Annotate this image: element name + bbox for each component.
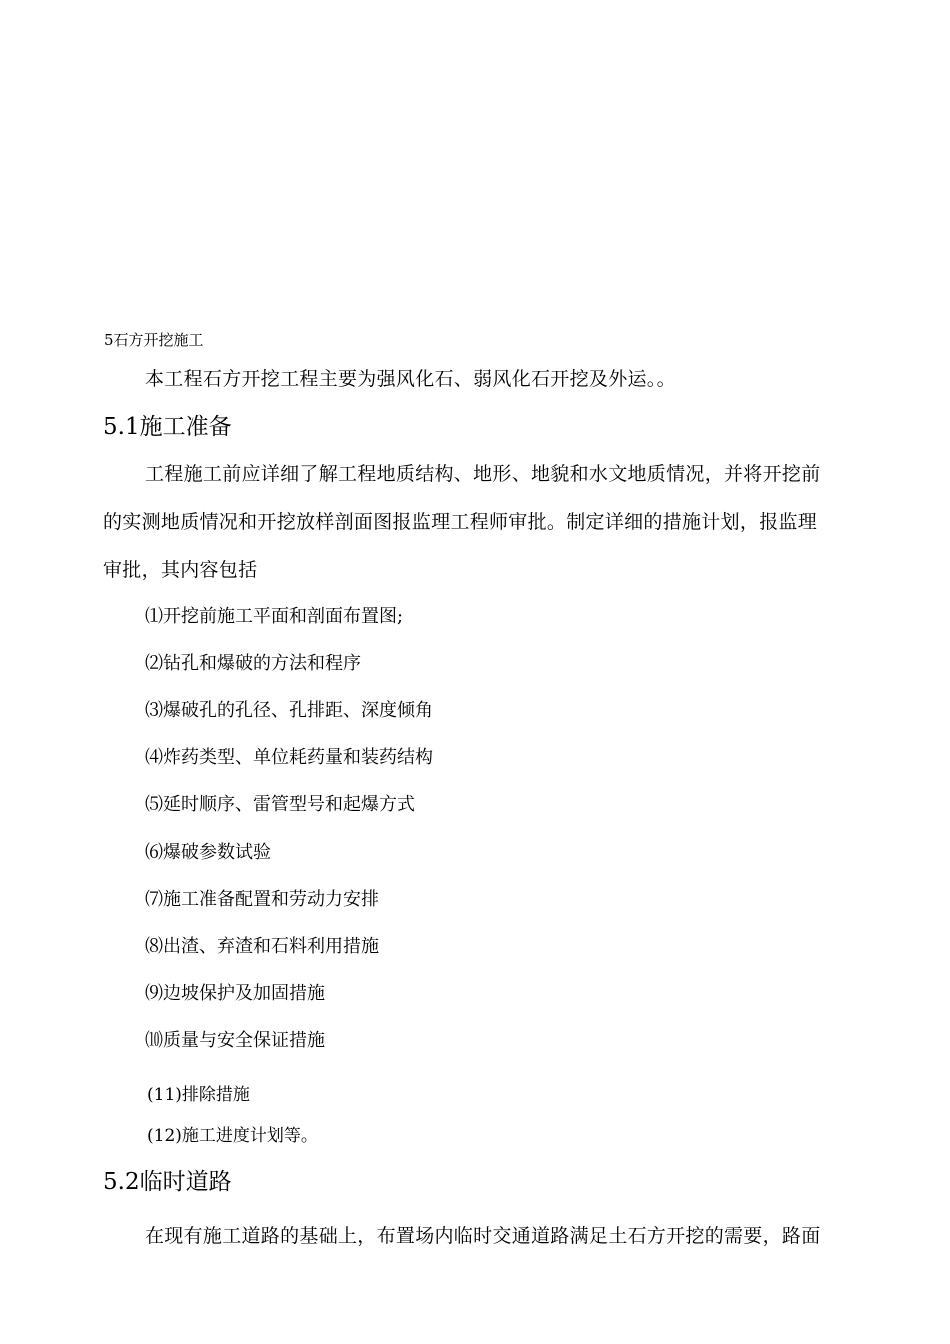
paragraph-line-3: 审批，其内容包括 [103, 559, 258, 581]
paragraph-line-1: 工程施工前应详细了解工程地质结构、地形、地貌和水文地质情况，并将开挖前 [145, 463, 821, 485]
paragraph-line-1: 在现有施工道路的基础上，布置场内临时交通道路满足土石方开挖的需要，路面 [145, 1225, 821, 1247]
section-heading-5-1: 5.1施工准备 [103, 414, 232, 440]
list-item: ⑵钻孔和爆破的方法和程序 [145, 653, 361, 674]
list-item: ⑻出渣、弃渣和石料利用措施 [145, 936, 379, 957]
list-item: ⑹爆破参数试验 [145, 842, 271, 863]
list-item: ⑽质量与安全保证措施 [145, 1030, 325, 1051]
list-item: ⑼边坡保护及加固措施 [145, 983, 325, 1004]
list-item: ⑺施工准备配置和劳动力安排 [145, 889, 379, 910]
paragraph-line-2: 的实测地质情况和开挖放样剖面图报监理工程师审批。制定详细的措施计划，报监理 [103, 511, 818, 533]
list-item: (12)施工进度计划等。 [147, 1126, 318, 1146]
list-item: ⑴开挖前施工平面和剖面布置图; [145, 606, 404, 627]
intro-paragraph: 本工程石方开挖工程主要为强风化石、弱风化石开挖及外运。。 [145, 368, 676, 390]
list-item: (11)排除措施 [147, 1085, 250, 1105]
chapter-title: 5石方开挖施工 [104, 331, 204, 349]
section-heading-5-2: 5.2临时道路 [103, 1169, 232, 1195]
list-item: ⑶爆破孔的孔径、孔排距、深度倾角 [145, 700, 433, 721]
list-item: ⑸延时顺序、雷管型号和起爆方式 [145, 794, 415, 815]
list-item: ⑷炸药类型、单位耗药量和装药结构 [145, 747, 433, 768]
